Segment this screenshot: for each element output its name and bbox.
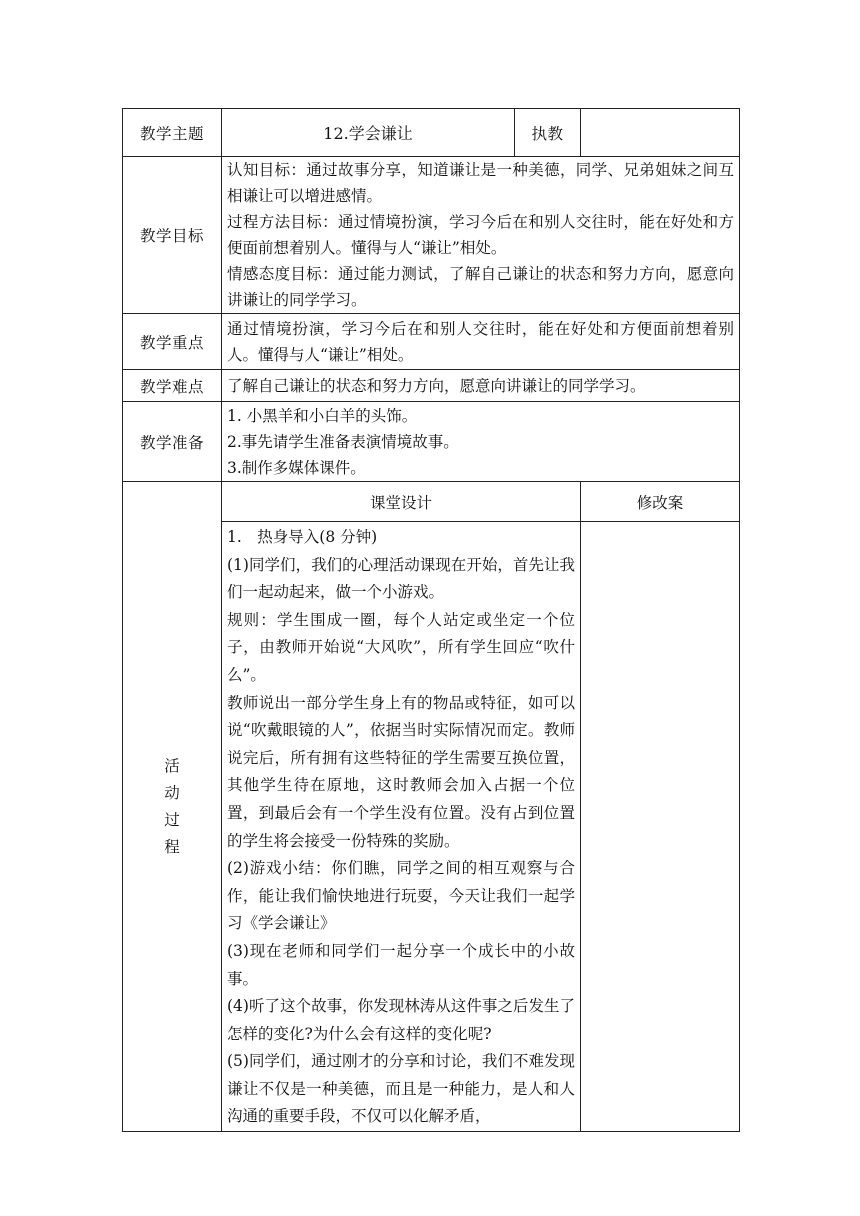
topic-label: 教学主题 [123,109,222,157]
preparation-item: 3.制作多媒体课件。 [227,458,366,477]
preparation-item: 2.事先请学生准备表演情境故事。 [227,432,459,451]
design-paragraph: (3)现在老师和同学们一起分享一个成长中的小故事。 [227,941,575,988]
goal-emotional: 情感态度目标：通过能力测试，了解自己谦让的状态和努力方向，愿意向讲谦让的同学学习。 [227,265,734,309]
goal-cognitive: 认知目标：通过故事分享，知道谦让是一种美德，同学、兄弟姐妹之间互相谦让可以增进感情。 [227,161,734,205]
goals-content [222,157,740,314]
teacher-value [581,109,740,157]
focus-content: 通过情境扮演，学习今后在和别人交往时，能在好处和方便面前想着别人。懂得与人“谦让”相处。 [222,314,740,370]
topic-title: 12.学会谦让 [222,109,515,157]
design-paragraph: 1. 热身导入(8 分钟) [227,528,378,546]
activity-label-char: 活 [164,756,180,775]
focus-label: 教学重点 [123,314,222,370]
activity-label-char: 动 [164,783,180,802]
preparation-item: 1. 小黑羊和小白羊的头饰。 [227,406,418,425]
design-paragraph: (5)同学们，通过刚才的分享和讨论，我们不难发现谦让不仅是一种美德，而且是一种能力，是人和人沟通的重要手段，不仅可以化解矛盾， [227,1052,575,1126]
goals-label: 教学目标 [123,157,222,314]
preparation-label: 教学准备 [123,402,222,482]
focus-row [123,314,740,370]
activity-label-char: 程 [164,837,180,856]
goals-row [123,157,740,314]
design-paragraph: 规则：学生围成一圈，每个人站定或坐定一个位子，由教师开始说“大风吹”，所有学生回应“吹什么”。 [227,610,575,684]
lesson-plan-table [122,108,740,1132]
design-content [222,522,581,1132]
preparation-row [123,402,740,482]
activity-label-char: 过 [164,810,180,829]
preparation-content [222,402,740,482]
difficulty-content: 了解自己谦让的状态和努力方向，愿意向讲谦让的同学学习。 [222,370,740,402]
design-paragraph: (1)同学们，我们的心理活动课现在开始，首先让我们一起动起来，做一个小游戏。 [227,555,575,602]
difficulty-row [123,370,740,402]
revision-header: 修改案 [581,482,740,522]
design-paragraph: (2)游戏小结：你们瞧，同学之间的相互观察与合作，能让我们愉快地进行玩耍，今天让我们一起学习《学会谦让》 [227,859,575,933]
design-header: 课堂设计 [222,482,581,522]
design-paragraph: (4)听了这个故事，你发现林涛从这件事之后发生了怎样的变化?为什么会有这样的变化呢? [227,997,575,1043]
design-paragraph: 教师说出一部分学生身上有的物品或特征，如可以说“吹戴眼镜的人”，依据当时实际情况而定。教师说完后，所有拥有这些特征的学生需要互换位置，其他学生待在原地，这时教师会加入占据一个位置，到最后会有一个学生没有位置。没有占到位置的学生将会接受一份特殊的奖励。 [227,693,575,850]
goal-process: 过程方法目标：通过情境扮演，学习今后在和别人交往时，能在好处和方便面前想着别人。懂得与人“谦让”相处。 [227,213,734,257]
activity-label [123,482,222,1132]
activity-header-row [123,482,740,522]
difficulty-label: 教学难点 [123,370,222,402]
revision-content [581,522,740,1132]
topic-row [123,109,740,157]
teacher-label: 执教 [515,109,581,157]
